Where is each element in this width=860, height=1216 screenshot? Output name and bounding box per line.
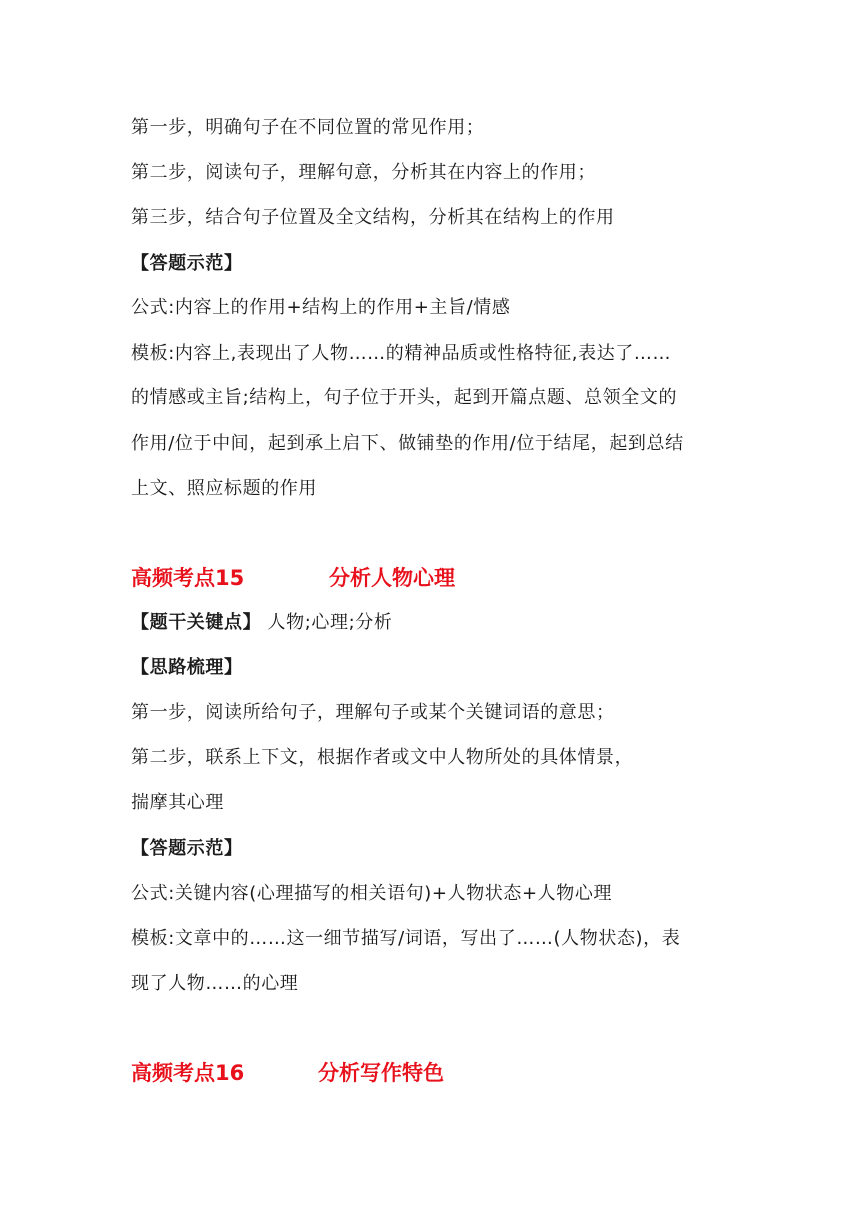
section15-step-3: 揣摩其心理 — [131, 792, 224, 813]
prev-answer-label: 【答题示范】 — [131, 253, 243, 274]
prev-template-line-3: 作用/位于中间，起到承上启下、做铺垫的作用/位于结尾，起到总结 — [131, 433, 684, 454]
prev-template-line-4: 上文、照应标题的作用 — [131, 478, 317, 499]
section15-keypoints-label: 【题干关键点】 — [131, 612, 262, 633]
section15-heading-label: 高频考点15 — [131, 566, 245, 590]
section16-heading — [131, 1059, 444, 1087]
section15-template-line-2: 现了人物……的心理 — [131, 973, 299, 994]
prev-step-1: 第一步，明确句子在不同位置的常见作用； — [131, 117, 485, 138]
section16-heading-topic: 分析写作特色 — [318, 1061, 444, 1085]
section15-step-1: 第一步，阅读所给句子，理解句子或某个关键词语的意思； — [131, 702, 615, 723]
section15-step-2: 第二步，联系上下文，根据作者或文中人物所处的具体情景， — [131, 747, 634, 768]
section15-keypoints — [131, 611, 751, 635]
prev-formula: 公式:内容上的作用+结构上的作用+主旨/情感 — [131, 297, 511, 318]
prev-template-line-2: 的情感或主旨;结构上，句子位于开头，起到开篇点题、总领全文的 — [131, 387, 678, 408]
section15-keypoints-text: 人物;心理;分析 — [261, 612, 393, 633]
section15-thinking-label: 【思路梳理】 — [131, 657, 243, 678]
section16-heading-label: 高频考点16 — [131, 1061, 245, 1085]
section15-answer-label: 【答题示范】 — [131, 838, 243, 859]
section15-heading — [131, 564, 455, 592]
section15-heading-topic: 分析人物心理 — [329, 566, 455, 590]
section15-template-line-1: 模板:文章中的……这一细节描写/词语，写出了……(人物状态)，表 — [131, 928, 681, 949]
prev-step-2: 第二步，阅读句子，理解句意，分析其在内容上的作用； — [131, 162, 596, 183]
prev-template-line-1: 模板:内容上,表现出了人物……的精神品质或性格特征,表达了…… — [131, 343, 672, 364]
prev-step-3: 第三步，结合句子位置及全文结构，分析其在结构上的作用 — [131, 207, 615, 228]
section15-formula: 公式:关键内容(心理描写的相关语句)+人物状态+人物心理 — [131, 883, 613, 904]
